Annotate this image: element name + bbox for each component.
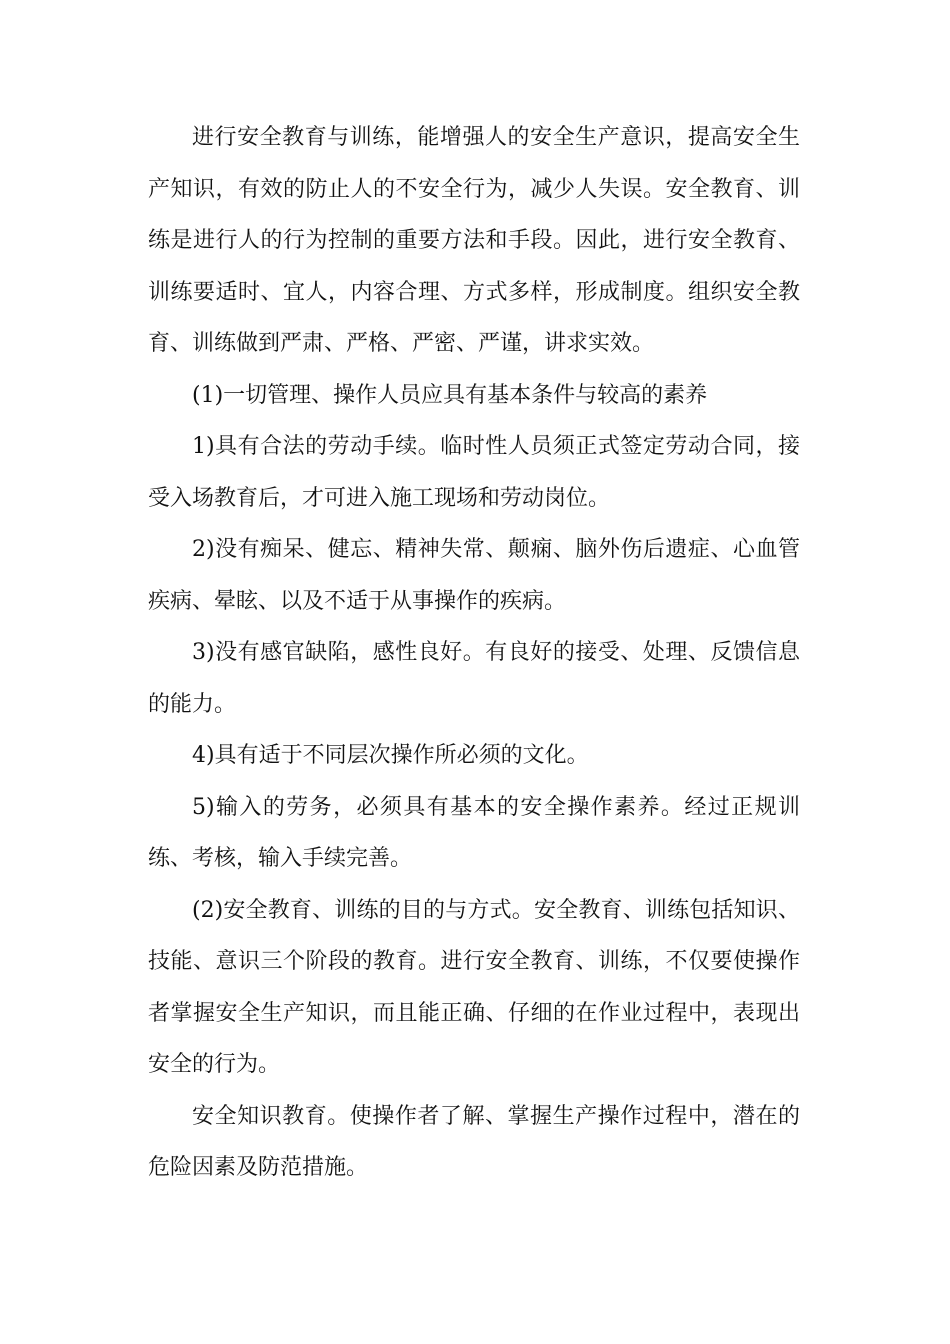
paragraph-item-5: 5)输入的劳务，必须具有基本的安全操作素养。经过正规训练、考核，输入手续完善。: [148, 794, 800, 871]
paragraph-item-1: 1)具有合法的劳动手续。临时性人员须正式签定劳动合同，接受入场教育后，才可进入施工现场和劳动岗位。: [148, 434, 800, 511]
paragraph-item-4: 4)具有适于不同层次操作所必须的文化。: [192, 743, 589, 768]
document-body: [148, 112, 800, 1194]
paragraph-knowledge-education: 安全知识教育。使操作者了解、掌握生产操作过程中，潜在的危险因素及防范措施。: [148, 1103, 800, 1180]
paragraph-item-2: 2)没有痴呆、健忘、精神失常、颠痫、脑外伤后遗症、心血管疾病、晕眩、以及不适于从事操作的疾病。: [148, 537, 800, 614]
paragraph-item-3: 3)没有感官缺陷，感性良好。有良好的接受、处理、反馈信息的能力。: [148, 640, 800, 717]
paragraph-section-1-heading: (1)一切管理、操作人员应具有基本条件与较高的素养: [192, 382, 708, 408]
paragraph-intro: 进行安全教育与训练，能增强人的安全生产意识，提高安全生产知识，有效的防止人的不安全行为，减少人失误。安全教育、训练是进行人的行为控制的重要方法和手段。因此，进行安全教育、训练要适时、宜人，内容合理、方式多样，形成制度。组织安全教育、训练做到严肃、严格、严密、严谨，讲求实效。: [148, 125, 800, 356]
paragraph-section-2: (2)安全教育、训练的目的与方式。安全教育、训练包括知识、技能、意识三个阶段的教育。进行安全教育、训练，不仅要使操作者掌握安全生产知识，而且能正确、仔细的在作业过程中，表现出安全的行为。: [148, 897, 800, 1077]
